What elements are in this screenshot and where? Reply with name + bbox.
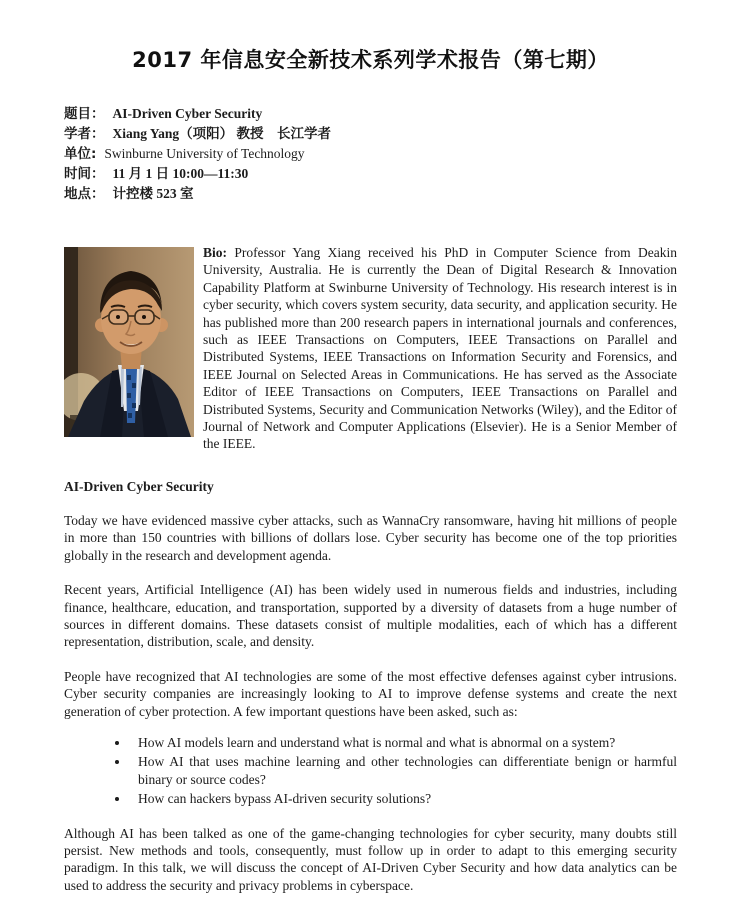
info-row-speaker (64, 124, 677, 144)
speaker-value: Xiang Yang（项阳） 教授 长江学者 (112, 126, 332, 141)
abstract-heading: AI-Driven Cyber Security (64, 478, 214, 494)
bio-section (64, 244, 677, 453)
info-row-topic (64, 104, 677, 124)
affiliation-label: 单位: (64, 146, 97, 162)
closing-paragraph: Although AI has been talked as one of the game-changing technologies for cyber security, many doubts still persist. New methods and tools, consequently, must follow up in order to adapt to this emerging security paradigm. In this talk, we will discuss the concept of AI-Driven Cyber Security and how data analytics can be used to address the security and privacy problems in cyberspace. (64, 825, 677, 893)
info-row-location (64, 184, 677, 204)
question-item-1: • How AI models learn and understand what is normal and what is abnormal on a system? (130, 734, 677, 751)
abstract-paragraph-1: Today we have evidenced massive cyber attacks, such as WannaCry ransomware, having hit millions of people in more than 150 countries with billions of dollars lose. Cyber security has become one of the top priorities globally in the research and development agenda. (64, 512, 677, 563)
location-value: 计控楼 523 室 (112, 186, 194, 201)
time-value: 11 月 1 日 10:00—11:30 (112, 166, 249, 181)
topic-label: 题目： (64, 106, 105, 122)
bio-text: Professor Yang Xiang received his PhD in Computer Science from Deakin University, Australia. He is currently the Dean of Digital Research & Innovation Capability Platform at Swinburne University of Technology. His research interest is in cyber security, which covers system security, data security, and application security. He has published more than 200 research papers in international journals and conferences, such as IEEE Transactions on Computers, IEEE Transactions on Parallel and Distributed Systems, IEEE Transactions on Information Security and Forensics, and IEEE Journal on Selected Areas in Communications. He has served as the Associate Editor of IEEE Transactions on Computers, IEEE Transactions on Parallel and Distributed Systems, Security and Communication Networks (Wiley), and the Editor of Journal of Network and Computer Applications (Elsevier). He is a Senior Member of the IEEE. (203, 245, 677, 452)
speaker-label: 学者： (64, 126, 105, 142)
question-item-3: • How can hackers bypass AI-driven security solutions? (130, 790, 677, 807)
location-label: 地点： (64, 186, 105, 202)
abstract-paragraph-2: Recent years, Artificial Intelligence (AI) has been widely used in numerous fields and industries, including finance, healthcare, education, and transportation, supported by a diversity of datasets from a huge number of sources in different domains. These datasets consist of multiple modalities, each of which has a different representation, distribution, scale, and density. (64, 582, 677, 650)
abstract-paragraph-3: People have recognized that AI technologies are some of the most effective defenses against cyber intrusions. Cyber security companies are increasingly looking to AI to improve defense systems and create the next generation of cyber protection. A few important questions have been asked, such as: (64, 668, 677, 719)
topic-value: AI-Driven Cyber Security (112, 106, 263, 121)
page-title: 2017 年信息安全新技术系列学术报告（第七期） (132, 48, 609, 72)
info-row-time (64, 164, 677, 184)
question-item-2: • How AI that uses machine learning and other technologies can differentiate benign or harmful binary or source codes? (130, 753, 677, 788)
info-row-affiliation (64, 144, 677, 164)
affiliation-value: Swinburne University of Technology (104, 146, 305, 161)
seminar-info-block (64, 104, 677, 204)
speaker-portrait-photo-icon (64, 247, 194, 437)
question-list (64, 734, 677, 808)
time-label: 时间： (64, 166, 105, 182)
bio-label: Bio: (203, 245, 228, 260)
